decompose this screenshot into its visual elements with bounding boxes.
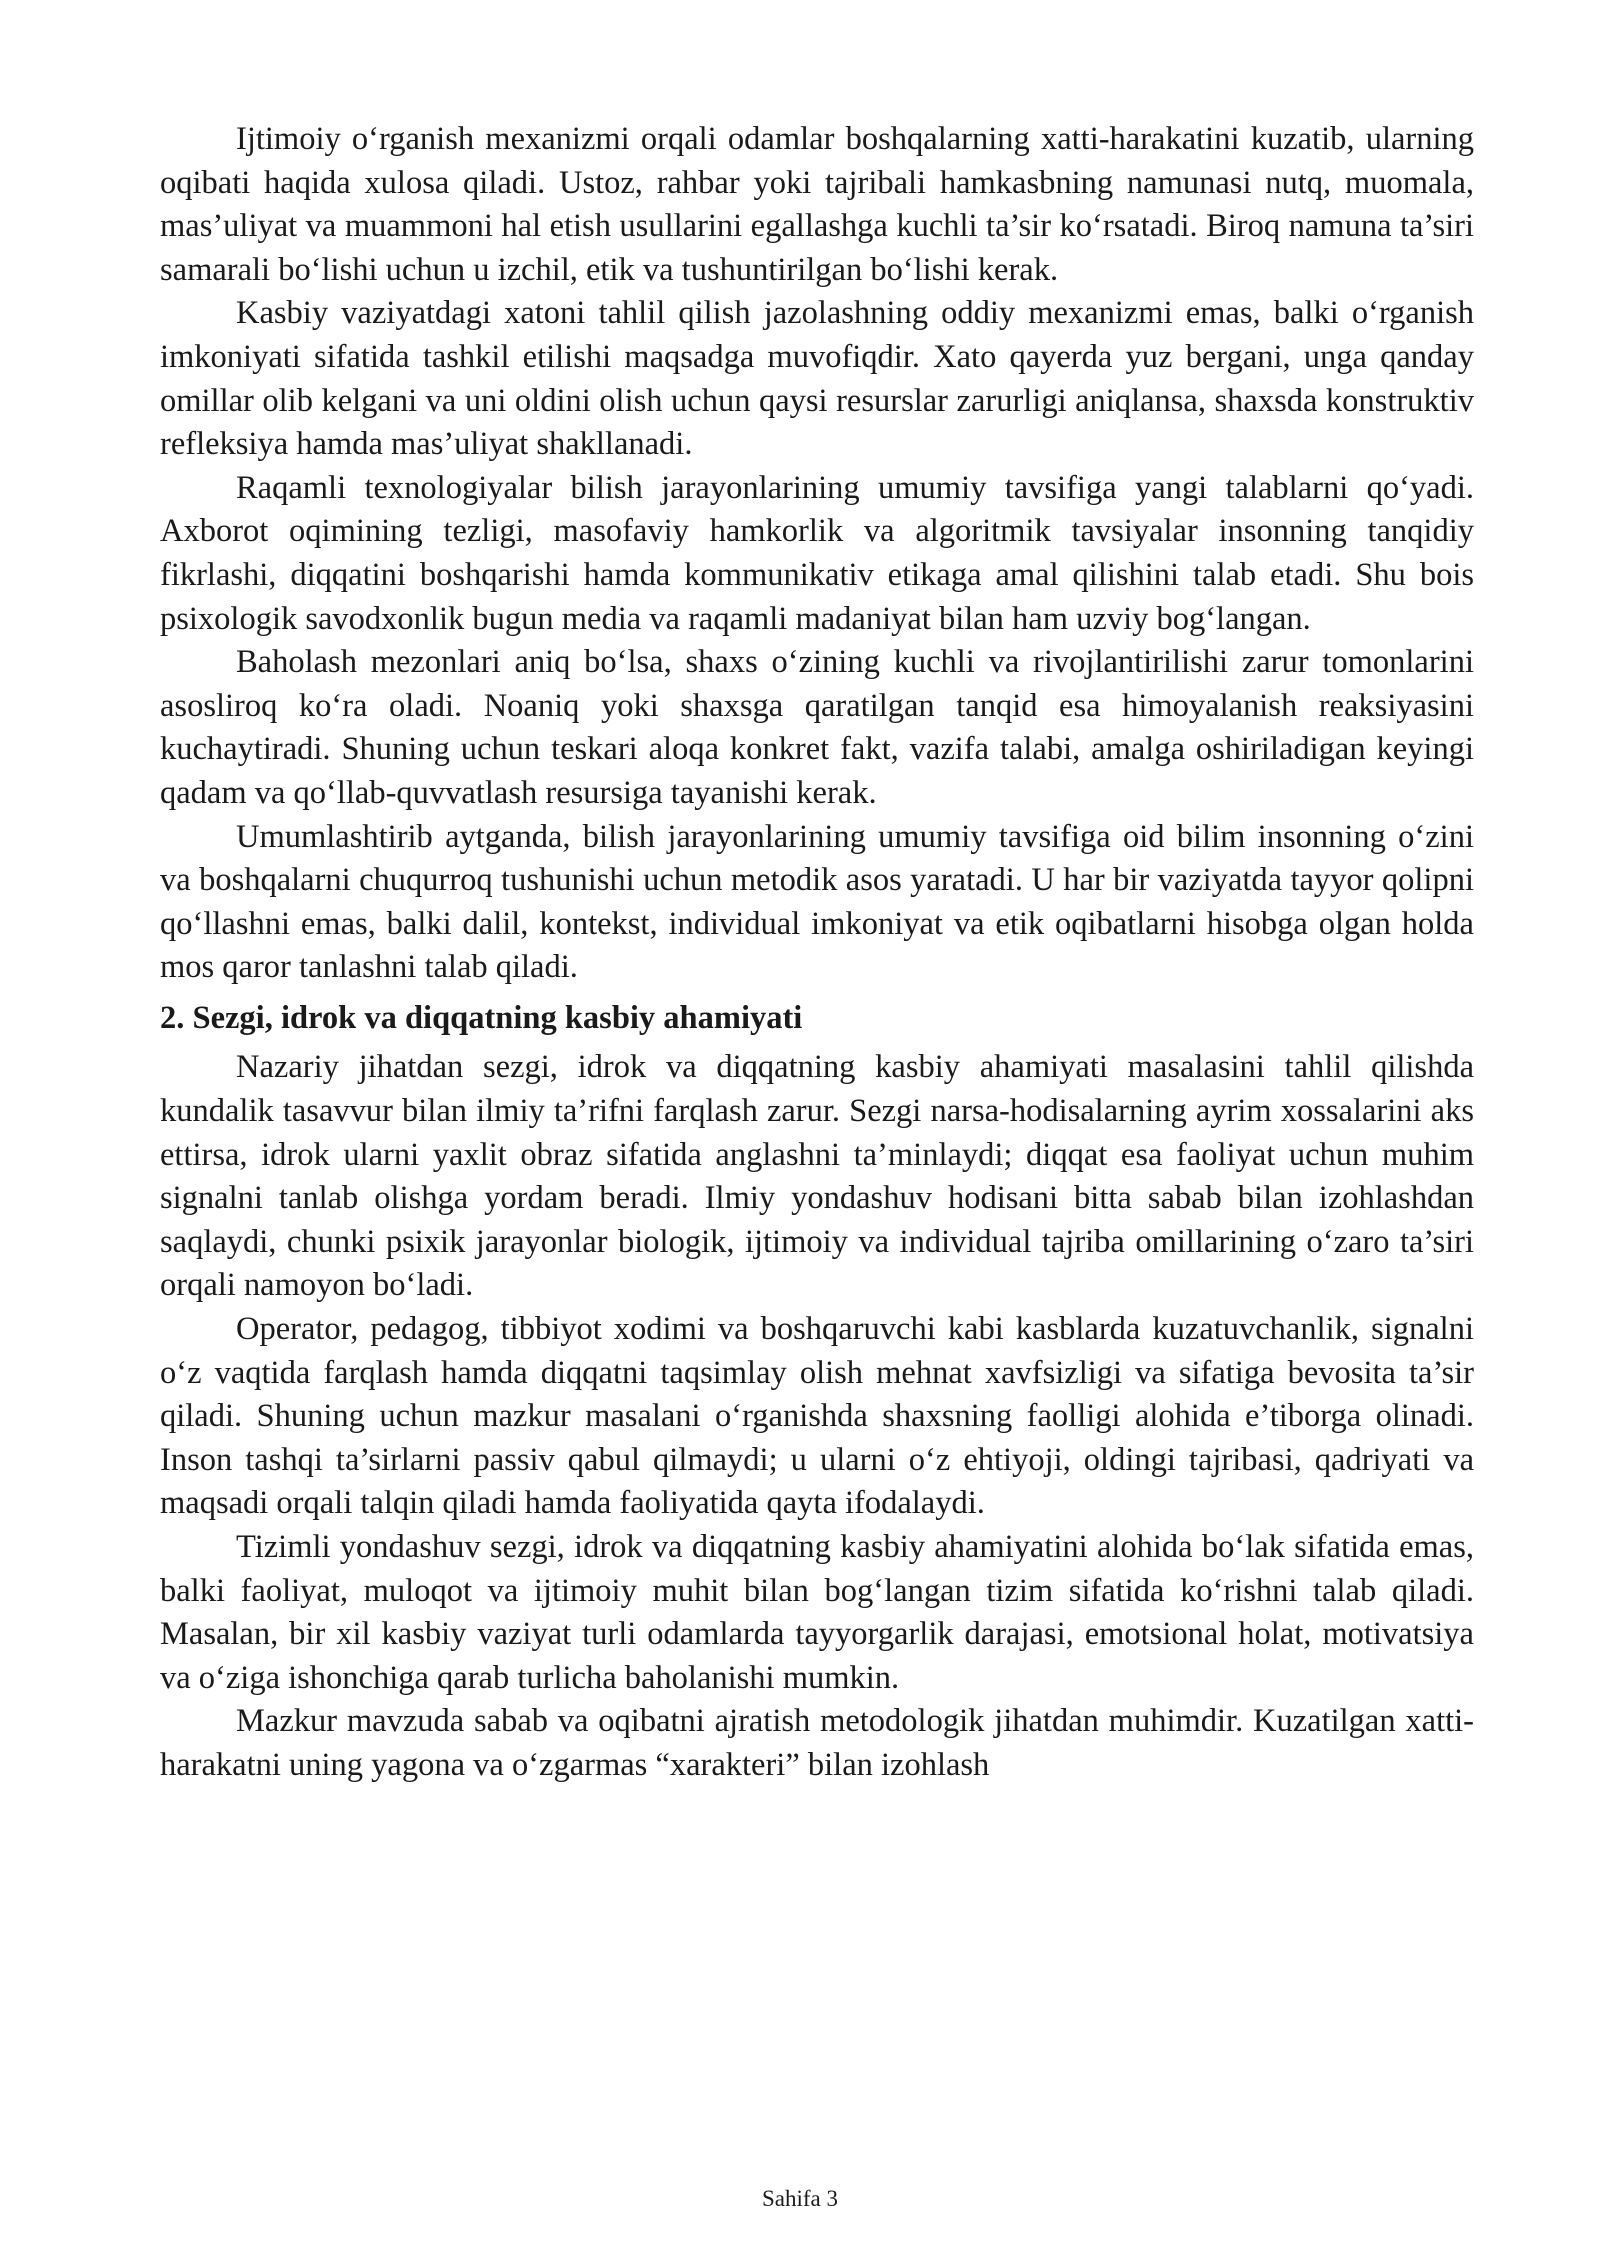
document-body xyxy=(160,118,1474,1788)
body-paragraph: Mazkur mavzuda sabab va oqibatni ajratish metodologik jihatdan muhimdir. Kuzatilgan xatti-harakatni uning yagona va o‘zgarmas “xarakteri” bilan izohlash xyxy=(160,1703,1474,1783)
body-paragraph: Nazariy jihatdan sezgi, idrok va diqqatning kasbiy ahamiyati masalasini tahlil qilishda kundalik tasavvur bilan ilmiy ta’rifni farqlash zarur. Sezgi narsa-hodisalarning ayrim xossalarini aks ettirsa, idrok ularni yaxlit obraz sifatida anglashni ta’minlaydi; diqqat esa faoliyat uchun muhim signalni tanlab olishga yordam beradi. Ilmiy yondashuv hodisani bitta sabab bilan izohlashdan saqlaydi, chunki psixik jarayonlar biologik, ijtimoiy va individual tajriba omillarining o‘zaro ta’siri orqali namoyon bo‘ladi. xyxy=(160,1049,1474,1304)
body-paragraph: Operator, pedagog, tibbiyot xodimi va boshqaruvchi kabi kasblarda kuzatuvchanlik, signalni o‘z vaqtida farqlash hamda diqqatni taqsimlay olish mehnat xavfsizligi va sifatiga bevosita ta’sir qiladi. Shuning uchun mazkur masalani o‘rganishda shaxsning faolligi alohida e’tiborga olinadi. Inson tashqi ta’sirlarni passiv qabul qilmaydi; u ularni o‘z ehtiyoji, oldingi tajribasi, qadriyati va maqsadi orqali talqin qiladi hamda faoliyatida qayta ifodalaydi. xyxy=(160,1311,1474,1522)
section-heading: 2. Sezgi, idrok va diqqatning kasbiy ahamiyati xyxy=(160,999,803,1036)
body-paragraph: Kasbiy vaziyatdagi xatoni tahlil qilish jazolashning oddiy mexanizmi emas, balki o‘rganish imkoniyati sifatida tashkil etilishi maqsadga muvofiqdir. Xato qayerda yuz bergani, unga qanday omillar olib kelgani va uni oldini olish uchun qaysi resurslar zarurligi aniqlansa, shaxsda konstruktiv refleksiya hamda mas’uliyat shakllanadi. xyxy=(160,295,1474,463)
body-paragraph: Ijtimoiy o‘rganish mexanizmi orqali odamlar boshqalarning xatti-harakatini kuzatib, ularning oqibati haqida xulosa qiladi. Ustoz, rahbar yoki tajribali hamkasbning namunasi nutq, muomala, mas’uliyat va muammoni hal etish usullarini egallashga kuchli ta’sir ko‘rsatadi. Biroq namuna ta’siri samarali bo‘lishi uchun u izchil, etik va tushuntirilgan bo‘lishi kerak. xyxy=(160,121,1474,288)
body-paragraph: Raqamli texnologiyalar bilish jarayonlarining umumiy tavsifiga yangi talablarni qo‘yadi. Axborot oqimining tezligi, masofaviy hamkorlik va algoritmik tavsiyalar insonning tanqidiy fikrlashi, diqqatini boshqarishi hamda kommunikativ etikaga amal qilishini talab etadi. Shu bois psixologik savodxonlik bugun media va raqamli madaniyat bilan ham uzviy bog‘langan. xyxy=(160,469,1474,637)
page-number: Sahifa 3 xyxy=(761,2186,838,2211)
body-paragraph: Baholash mezonlari aniq bo‘lsa, shaxs o‘zining kuchli va rivojlantirilishi zarur tomonlarini asosliroq ko‘ra oladi. Noaniq yoki shaxsga qaratilgan tanqid esa himoyalanish reaksiyasini kuchaytiradi. Shuning uchun teskari aloqa konkret fakt, vazifa talabi, amalga oshiriladigan keyingi qadam va qo‘llab-quvvatlash resursiga tayanishi kerak. xyxy=(160,644,1474,811)
body-paragraph: Tizimli yondashuv sezgi, idrok va diqqatning kasbiy ahamiyatini alohida bo‘lak sifatida emas, balki faoliyat, muloqot va ijtimoiy muhit bilan bog‘langan tizim sifatida ko‘rishni talab qiladi. Masalan, bir xil kasbiy vaziyat turli odamlarda tayyorgarlik darajasi, emotsional holat, motivatsiya va o‘ziga ishonchiga qarab turlicha baholanishi mumkin. xyxy=(160,1529,1474,1696)
body-paragraph: Umumlashtirib aytganda, bilish jarayonlarining umumiy tavsifiga oid bilim insonning o‘zini va boshqalarni chuqurroq tushunishi uchun metodik asos yaratadi. U har bir vaziyatda tayyor qolipni qo‘llashni emas, balki dalil, kontekst, individual imkoniyat va etik oqibatlarni hisobga olgan holda mos qaror tanlashni talab qiladi. xyxy=(160,818,1474,986)
